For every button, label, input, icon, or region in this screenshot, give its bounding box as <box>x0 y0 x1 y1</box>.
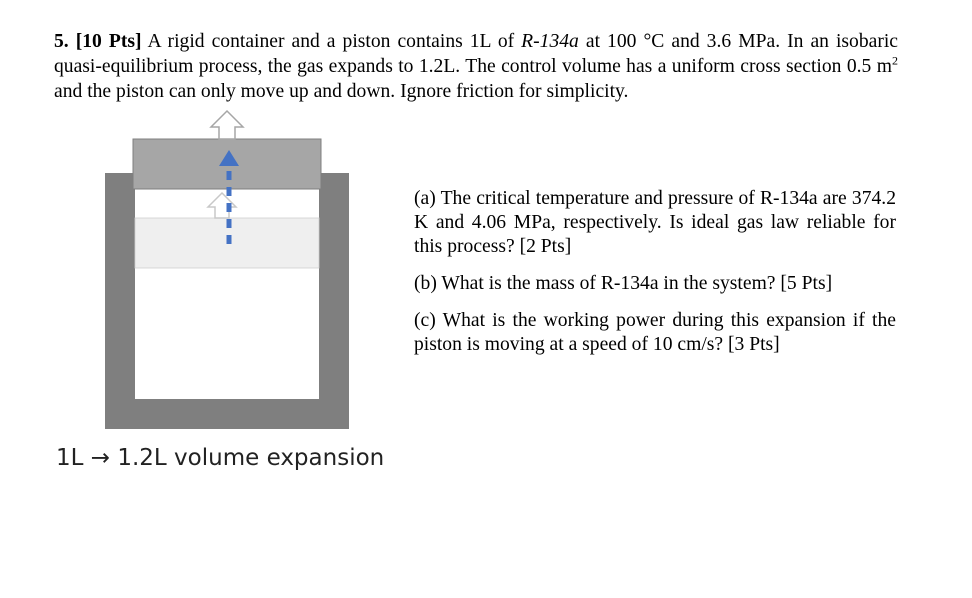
container-left-wall <box>105 173 135 429</box>
motion-dash-5 <box>227 235 232 244</box>
problem-text-1: A rigid container and a piston contains 1L of <box>141 31 522 52</box>
substance-name: R-134a <box>521 31 579 52</box>
problem-text-3: and the piston can only move up and down. Ignore friction for simplicity. <box>54 81 629 102</box>
right-arrow-icon: → <box>90 445 111 471</box>
problem-text-2: at 100 °C and 3.6 MPa. In an isobaric quasi-equilibrium process, the gas expands to 1.2L. The control volume has a uniform cross section 0.5 m <box>54 31 899 77</box>
problem-points: [10 Pts] <box>75 31 142 52</box>
piston-cylinder-diagram <box>0 0 420 480</box>
motion-dash-3 <box>227 203 232 212</box>
motion-dash-2 <box>227 187 232 196</box>
container-right-wall <box>319 173 349 429</box>
question-c: (c) What is the working power during this expansion if the piston is moving at a speed of 10 cm/s? [3 Pts] <box>414 310 896 355</box>
container-bottom-wall <box>105 399 349 429</box>
question-a: (a) The critical temperature and pressure of R-134a are 374.2 K and 4.06 MPa, respectively. Is ideal gas law reliable for this process? [2 Pts] <box>414 188 896 257</box>
area-exponent: 2 <box>892 53 898 68</box>
motion-dash-1 <box>227 171 232 180</box>
problem-number: 5. <box>54 31 69 52</box>
question-list <box>414 187 896 370</box>
question-b: (b) What is the mass of R-134a in the system? [5 Pts] <box>414 273 833 294</box>
diagram-caption <box>56 443 384 473</box>
piston-up-arrow-icon <box>211 111 243 139</box>
motion-dash-4 <box>227 219 232 228</box>
caption-initial-volume: 1L <box>56 445 84 471</box>
caption-final-volume: 1.2L volume expansion <box>117 445 385 471</box>
